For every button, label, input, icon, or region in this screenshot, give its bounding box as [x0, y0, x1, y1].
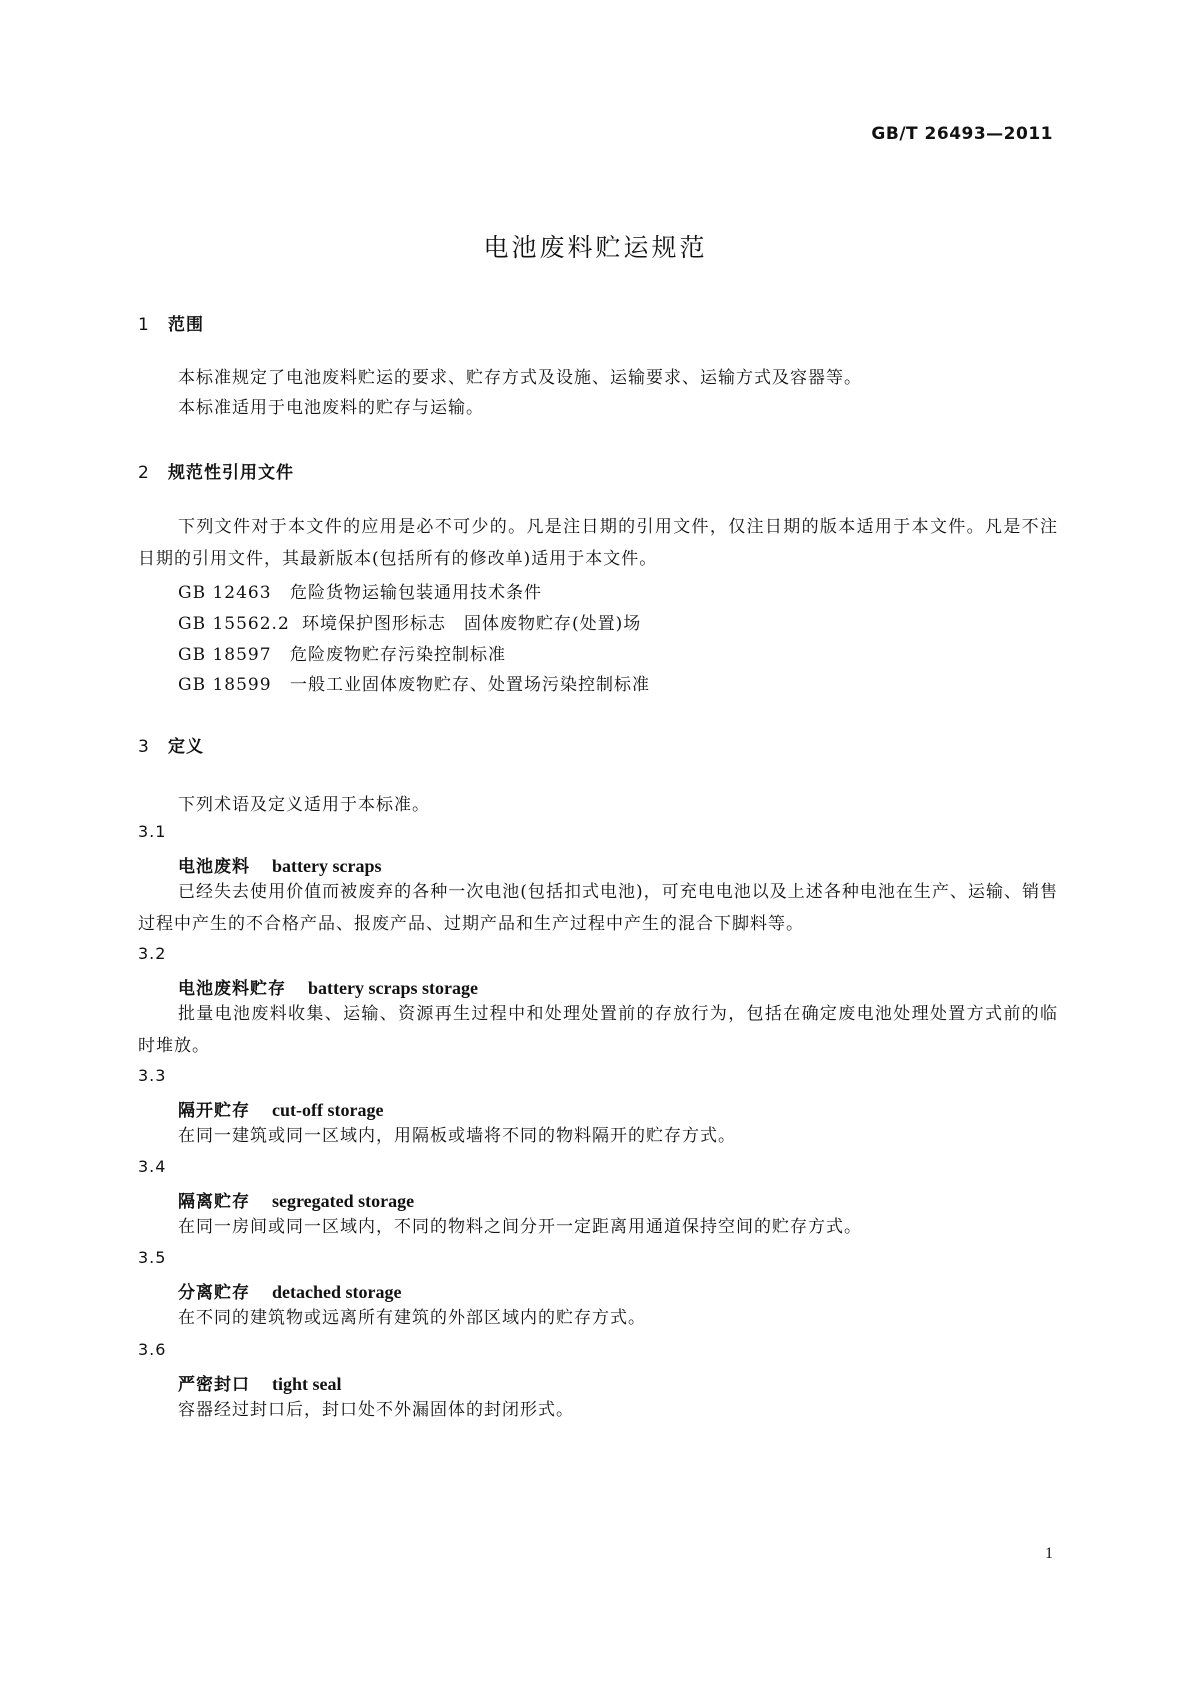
clause-number: 3.4 — [138, 1157, 167, 1176]
term-zh: 电池废料贮存 — [178, 979, 286, 999]
term-heading — [178, 1278, 401, 1303]
term-en: cut-off storage — [272, 1100, 384, 1120]
page-number: 1 — [1045, 1545, 1053, 1562]
term-en: tight seal — [272, 1374, 342, 1394]
clause-number: 3.2 — [138, 944, 167, 963]
term-heading — [178, 1187, 414, 1212]
term-definition: 在同一房间或同一区域内，不同的物料之间分开一定距离用通道保持空间的贮存方式。 — [178, 1217, 862, 1237]
term-heading — [178, 852, 381, 877]
term-zh: 严密封口 — [178, 1375, 250, 1395]
clause-number: 3.3 — [138, 1066, 167, 1085]
standard-number: GB/T 26493—2011 — [871, 124, 1053, 144]
term-en: battery scraps — [272, 856, 382, 876]
reference-item — [178, 578, 542, 603]
section-heading — [138, 310, 204, 335]
reference-item — [178, 609, 641, 634]
reference-code: GB 18597 — [178, 645, 272, 665]
term-heading — [178, 974, 478, 999]
term-definition: 批量电池废料收集、运输、资源再生过程中和处理处置前的存放行为，包括在确定废电池处理处置方式前的临时堆放。 — [138, 1004, 1058, 1056]
reference-code: GB 15562.2 — [178, 614, 290, 634]
clause-number: 3.5 — [138, 1248, 167, 1267]
section-intro: 下列术语及定义适用于本标准。 — [178, 795, 430, 815]
document-title: 电池废料贮运规范 — [483, 233, 708, 262]
section-title: 规范性引用文件 — [168, 463, 294, 483]
reference-title: 一般工业固体废物贮存、处置场污染控制标准 — [290, 675, 650, 695]
term-zh: 电池废料 — [178, 857, 250, 877]
reference-title: 危险废物贮存污染控制标准 — [290, 645, 506, 665]
term-definition: 容器经过封口后，封口处不外漏固体的封闭形式。 — [178, 1400, 574, 1420]
clause-number: 3.1 — [138, 822, 167, 841]
section-title: 范围 — [168, 315, 204, 335]
term-heading — [178, 1370, 342, 1395]
section-number: 1 — [138, 315, 150, 335]
term-definition: 在同一建筑或同一区域内，用隔板或墙将不同的物料隔开的贮存方式。 — [178, 1126, 736, 1146]
reference-code: GB 18599 — [178, 675, 272, 695]
reference-title: 环境保护图形标志 固体废物贮存(处置)场 — [302, 614, 642, 634]
clause-number: 3.6 — [138, 1340, 167, 1359]
term-en: segregated storage — [272, 1191, 415, 1211]
paragraph: 本标准适用于电池废料的贮存与运输。 — [178, 398, 484, 418]
reference-title: 危险货物运输包装通用技术条件 — [290, 583, 542, 603]
term-zh: 隔开贮存 — [178, 1101, 250, 1121]
reference-item — [178, 640, 506, 665]
paragraph: 本标准规定了电池废料贮运的要求、贮存方式及设施、运输要求、运输方式及容器等。 — [178, 368, 862, 388]
term-zh: 隔离贮存 — [178, 1192, 250, 1212]
term-definition: 已经失去使用价值而被废弃的各种一次电池(包括扣式电池)，可充电电池以及上述各种电池在生产、运输、销售过程中产生的不合格产品、报废产品、过期产品和生产过程中产生的混合下脚料等。 — [138, 882, 1058, 934]
paragraph: 下列文件对于本文件的应用是必不可少的。凡是注日期的引用文件，仅注日期的版本适用于本文件。凡是不注日期的引用文件，其最新版本(包括所有的修改单)适用于本文件。 — [138, 517, 1058, 569]
section-heading — [138, 458, 294, 483]
term-en: battery scraps storage — [308, 978, 478, 998]
term-definition: 在不同的建筑物或远离所有建筑的外部区域内的贮存方式。 — [178, 1308, 646, 1328]
section-title: 定义 — [168, 737, 204, 757]
term-zh: 分离贮存 — [178, 1283, 250, 1303]
term-en: detached storage — [272, 1282, 402, 1302]
term-heading — [178, 1096, 383, 1121]
section-heading — [138, 732, 204, 757]
section-number: 3 — [138, 737, 150, 757]
section-number: 2 — [138, 463, 150, 483]
reference-code: GB 12463 — [178, 583, 272, 603]
reference-item — [178, 670, 650, 695]
